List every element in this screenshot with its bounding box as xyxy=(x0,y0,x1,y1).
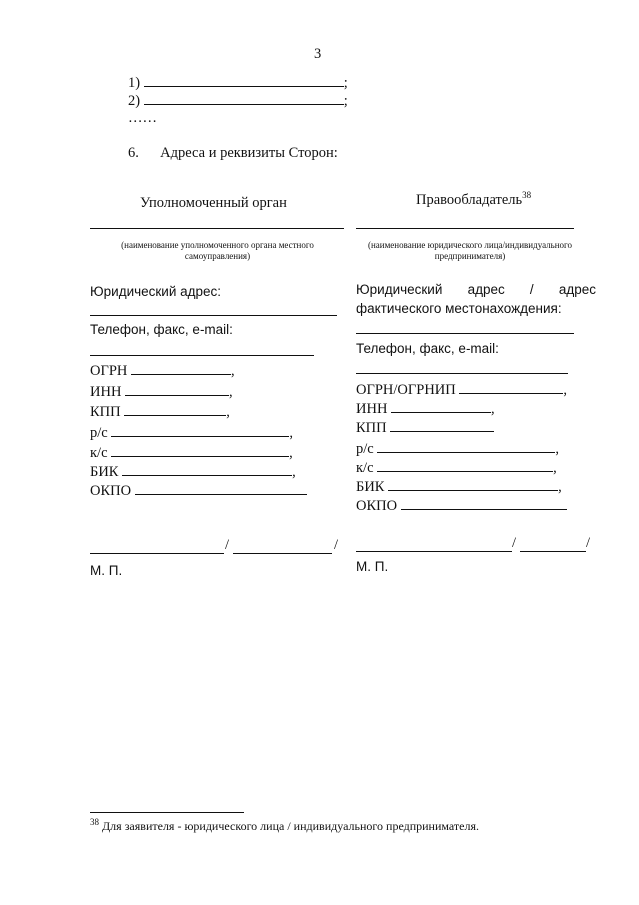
field-end: , xyxy=(555,441,559,457)
left-field-okpo xyxy=(90,482,307,500)
right-field-ogrn xyxy=(356,381,567,399)
right-address-label-line2: фактического местонахождения: xyxy=(356,301,562,316)
field-label: к/с xyxy=(90,445,108,461)
field-label: ОГРН/ОГРНИП xyxy=(356,382,456,398)
footnote-mark: 38 xyxy=(90,817,99,827)
right-field-ks xyxy=(356,459,557,477)
right-address-label xyxy=(356,281,596,298)
address-word: адрес xyxy=(558,282,596,297)
page-number: 3 xyxy=(314,46,322,62)
contacts-line[interactable] xyxy=(90,355,314,356)
field-label: р/с xyxy=(90,425,108,441)
signature-line[interactable] xyxy=(356,551,512,552)
address-word: Юридический xyxy=(356,282,443,297)
field-end: , xyxy=(289,445,293,461)
field-label: ИНН xyxy=(90,384,122,400)
list-item-end: ; xyxy=(343,75,348,91)
fill-line[interactable] xyxy=(135,482,307,495)
section-number: 6. xyxy=(128,145,139,161)
field-end: , xyxy=(289,425,293,441)
right-field-kpp xyxy=(356,419,494,437)
name-line[interactable] xyxy=(90,228,344,229)
left-field-rs xyxy=(90,424,293,442)
right-contacts-label: Телефон, факс, e-mail: xyxy=(356,341,499,356)
left-caption: (наименование уполномоченного органа местного самоуправления) xyxy=(121,240,314,261)
section-title: Адреса и реквизиты Сторон: xyxy=(160,145,338,161)
left-field-bik xyxy=(90,463,296,481)
list-ellipsis: …… xyxy=(128,110,157,126)
address-line[interactable] xyxy=(90,315,337,316)
signature-slash: / xyxy=(225,537,230,553)
fill-line[interactable] xyxy=(459,381,563,394)
right-field-bik xyxy=(356,478,562,496)
fill-line[interactable] xyxy=(122,463,292,476)
right-caption: (наименование юридического лица/индивидуального предпринимателя) xyxy=(367,240,573,261)
field-end: , xyxy=(292,464,296,480)
list-item-label: 1) xyxy=(128,75,141,91)
footnote-text: Для заявителя - юридического лица / индивидуального предпринимателя. xyxy=(102,819,480,833)
fill-line[interactable] xyxy=(124,403,226,416)
field-end: , xyxy=(553,460,557,476)
left-seal: М. П. xyxy=(90,563,123,578)
field-label: КПП xyxy=(356,420,387,436)
contacts-line[interactable] xyxy=(356,373,568,374)
fill-line[interactable] xyxy=(131,362,231,375)
field-label: ИНН xyxy=(356,401,388,417)
right-heading-text: Правообладатель xyxy=(416,192,523,208)
fill-line[interactable] xyxy=(390,419,494,432)
field-label: БИК xyxy=(356,479,385,495)
list-item-end: ; xyxy=(343,93,348,109)
fill-line[interactable] xyxy=(144,74,344,87)
section-heading xyxy=(128,145,338,162)
left-field-ks xyxy=(90,444,293,462)
address-word: адрес xyxy=(467,282,505,297)
fill-line[interactable] xyxy=(401,497,567,510)
footnote-ref: 38 xyxy=(522,190,532,201)
fill-line[interactable] xyxy=(377,440,555,453)
signature-slash: / xyxy=(334,537,339,553)
right-field-rs xyxy=(356,440,559,458)
left-contacts-label: Телефон, факс, e-mail: xyxy=(90,322,233,337)
fill-line[interactable] xyxy=(111,444,289,457)
left-heading: Уполномоченный орган xyxy=(140,195,287,211)
footnote-separator xyxy=(90,812,244,813)
list-item-label: 2) xyxy=(128,93,141,109)
signature-name-line[interactable] xyxy=(233,553,332,554)
fill-line[interactable] xyxy=(125,383,229,396)
field-label: ОКПО xyxy=(90,483,132,499)
field-label: ОКПО xyxy=(356,498,398,514)
field-end: , xyxy=(491,401,495,417)
right-heading xyxy=(416,192,531,209)
address-line[interactable] xyxy=(356,333,574,334)
fill-line[interactable] xyxy=(111,424,289,437)
list-item xyxy=(128,92,348,110)
name-line[interactable] xyxy=(356,228,574,229)
list-item xyxy=(128,74,348,92)
field-end: , xyxy=(229,384,233,400)
left-field-inn xyxy=(90,383,233,401)
right-seal: М. П. xyxy=(356,559,389,574)
signature-slash: / xyxy=(586,535,591,551)
fill-line[interactable] xyxy=(391,400,491,413)
left-legal-address-label: Юридический адрес: xyxy=(90,284,222,299)
left-field-ogrn xyxy=(90,362,235,380)
field-end: , xyxy=(563,382,568,398)
footnote xyxy=(90,819,479,834)
signature-name-line[interactable] xyxy=(520,551,586,552)
field-label: КПП xyxy=(90,404,121,420)
field-label: БИК xyxy=(90,464,119,480)
right-field-okpo xyxy=(356,497,567,515)
field-end: , xyxy=(231,363,235,379)
field-end: , xyxy=(226,404,230,420)
left-field-kpp xyxy=(90,403,230,421)
fill-line[interactable] xyxy=(377,459,553,472)
field-end: , xyxy=(558,479,562,495)
field-label: р/с xyxy=(356,441,374,457)
signature-line[interactable] xyxy=(90,553,224,554)
signature-slash: / xyxy=(512,535,517,551)
field-label: ОГРН xyxy=(90,363,128,379)
fill-line[interactable] xyxy=(144,92,344,105)
right-field-inn xyxy=(356,400,495,418)
field-label: к/с xyxy=(356,460,374,476)
address-word: / xyxy=(529,282,534,297)
fill-line[interactable] xyxy=(388,478,558,491)
